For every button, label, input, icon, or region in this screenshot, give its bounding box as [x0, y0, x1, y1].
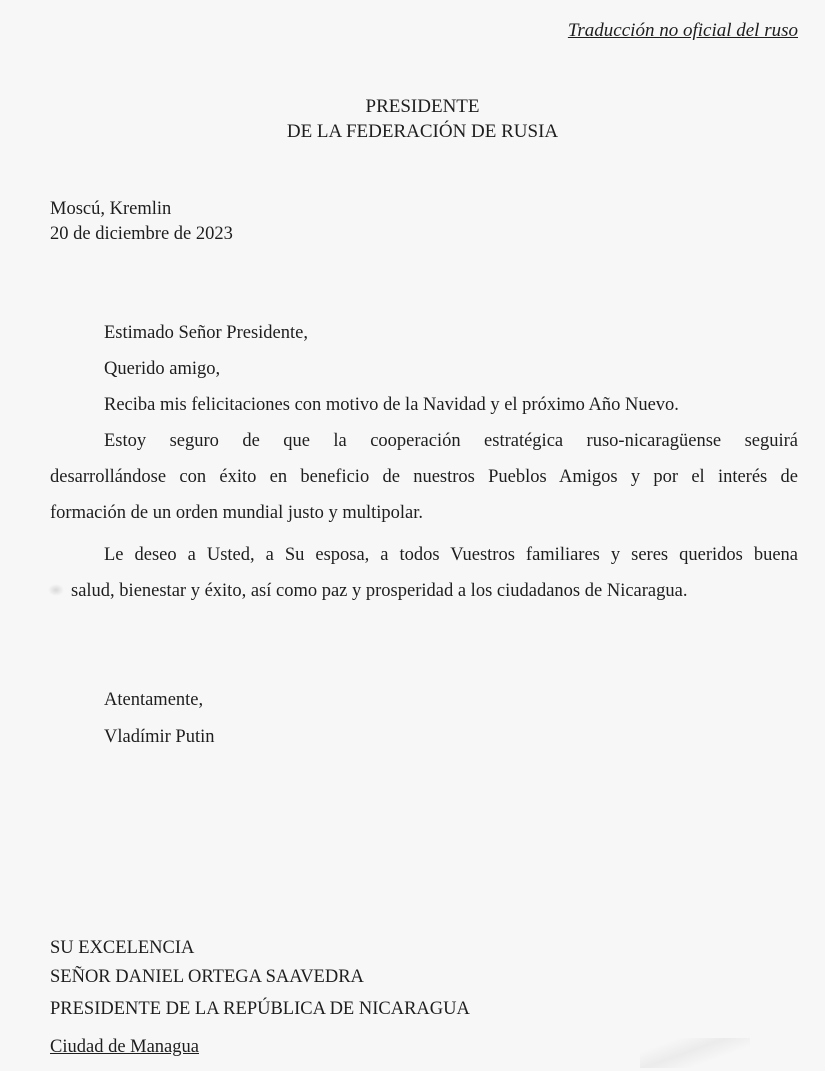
paragraph-greetings: Reciba mis felicitaciones con motivo de la Navidad y el próximo Año Nuevo. — [104, 395, 679, 415]
scan-smudge — [48, 584, 64, 596]
recipient-city: Ciudad de Managua — [50, 1037, 199, 1057]
date: 20 de diciembre de 2023 — [50, 224, 233, 244]
salutation-friend: Querido amigo, — [104, 359, 221, 379]
recipient-title: SU EXCELENCIA — [50, 938, 195, 958]
salutation-formal: Estimado Señor Presidente, — [104, 323, 308, 343]
heading-federation: DE LA FEDERACIÓN DE RUSIA — [286, 121, 559, 142]
paragraph-cooperation-line3: formación de un orden mundial justo y multipolar. — [50, 503, 424, 523]
paragraph-cooperation-line2: desarrollándose con éxito en beneficio de nuestros Pueblos Amigos y por el interés de — [50, 467, 798, 487]
paragraph-wishes-line2: salud, bienestar y éxito, así como paz y prosperidad a los ciudadanos de Nicaragua. — [71, 581, 688, 601]
paragraph-wishes-line1: Le deseo a Usted, a Su esposa, a todos Vuestros familiares y seres queridos buena — [104, 545, 798, 565]
recipient-name: SEÑOR DANIEL ORTEGA SAAVEDRA — [50, 967, 364, 987]
signature: Vladímir Putin — [104, 727, 215, 747]
recipient-position: PRESIDENTE DE LA REPÚBLICA DE NICARAGUA — [50, 999, 470, 1019]
paragraph-cooperation-line1: Estoy seguro de que la cooperación estratégica ruso-nicaragüense seguirá — [104, 431, 798, 451]
faint-stamp-mark — [640, 1038, 750, 1068]
place: Moscú, Kremlin — [50, 199, 172, 219]
closing: Atentamente, — [104, 690, 204, 710]
translation-note: Traducción no oficial del ruso — [567, 20, 798, 41]
heading-president: PRESIDENTE — [365, 96, 480, 117]
